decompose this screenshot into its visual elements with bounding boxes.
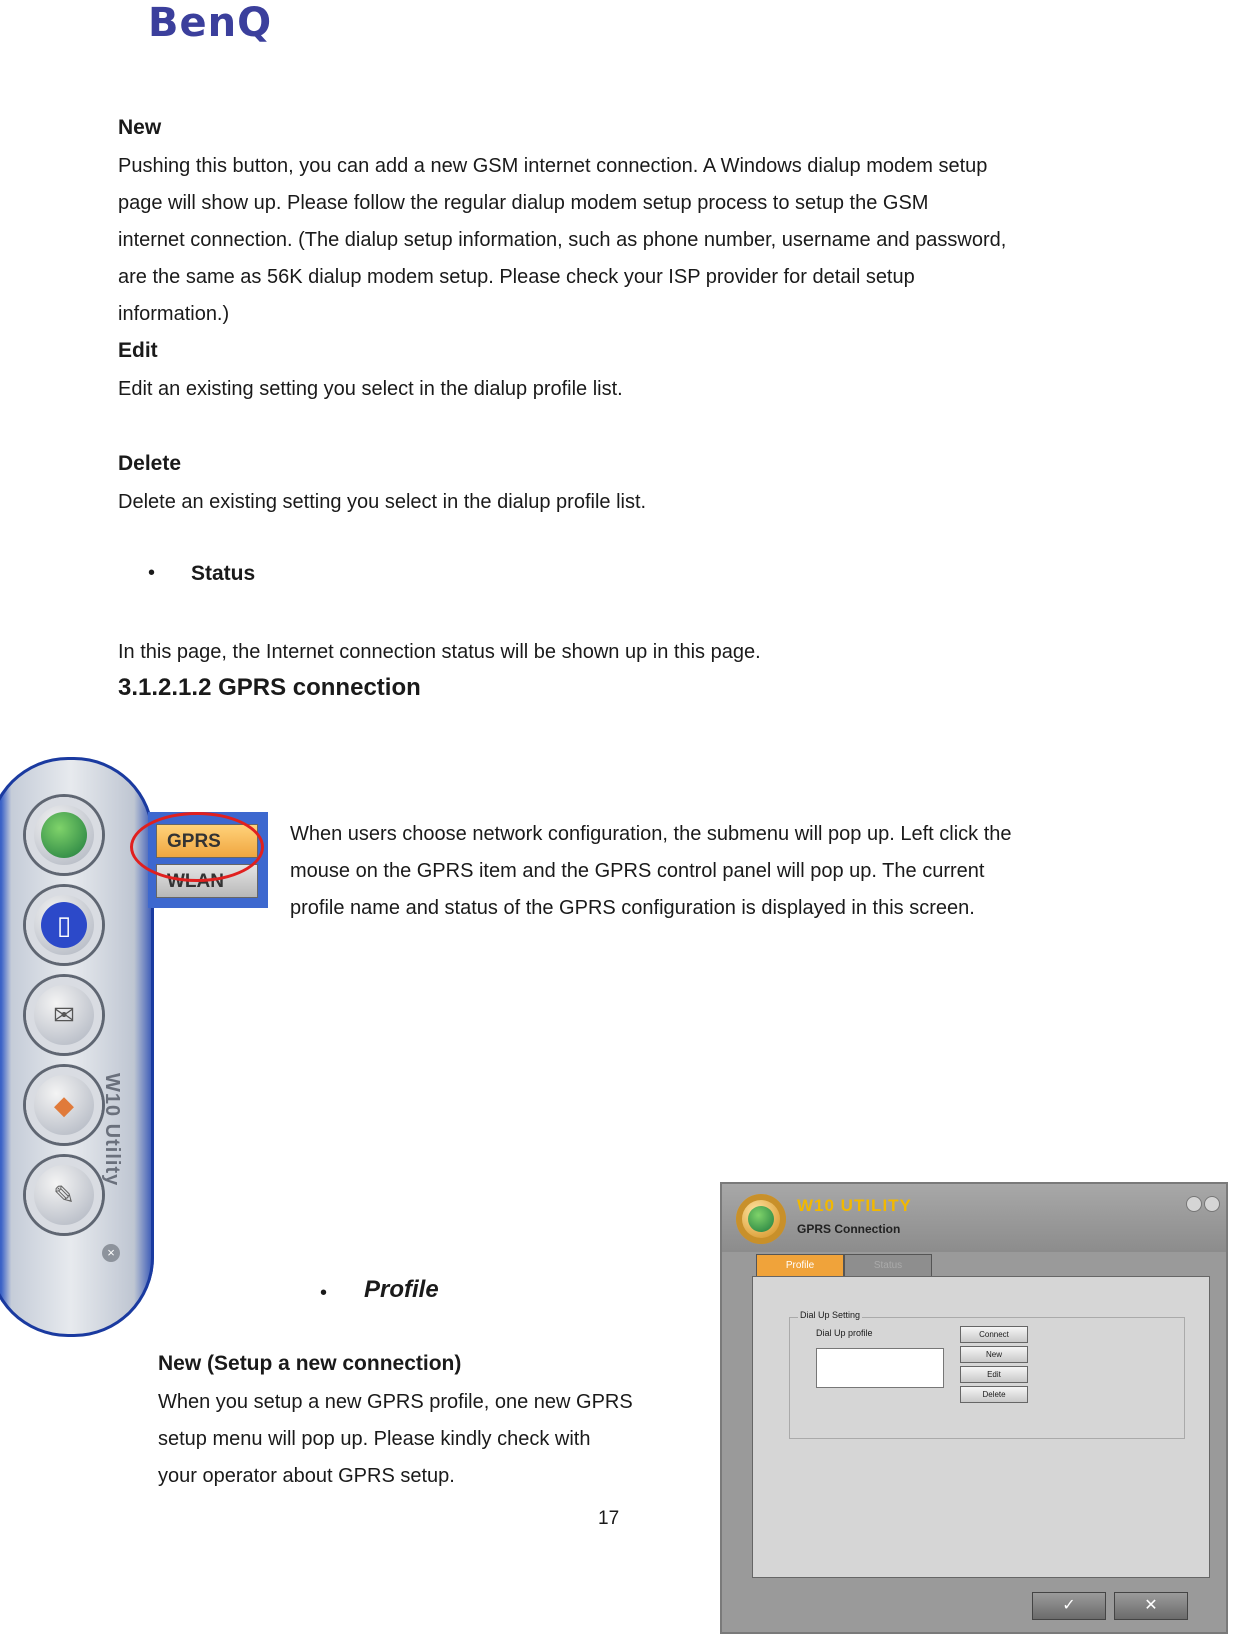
close-icon[interactable] — [1204, 1196, 1220, 1212]
wrench-icon: ✎ — [53, 1179, 75, 1210]
gprs-highlight-circle — [130, 812, 264, 882]
dialup-setting-group — [789, 1310, 1185, 1439]
launcher-close-icon[interactable]: × — [102, 1244, 120, 1262]
dialup-setting-legend: Dial Up Setting — [800, 1310, 861, 1320]
benq-logo: BenQ — [148, 0, 273, 46]
submenu-item-wlan[interactable]: WLAN — [156, 864, 258, 898]
gprs-connection-window — [720, 1182, 1228, 1634]
profile-panel — [752, 1276, 1210, 1578]
window-logo: W10 UTILITY — [797, 1196, 912, 1215]
tab-status[interactable]: Status — [844, 1254, 932, 1278]
connect-button[interactable]: Connect — [960, 1326, 1028, 1343]
launcher-label: W10 Utility — [101, 1073, 123, 1187]
phone-icon: ▯ — [41, 902, 87, 948]
new-button[interactable]: New — [960, 1346, 1028, 1363]
delete-button[interactable]: Delete — [960, 1386, 1028, 1403]
ok-button[interactable]: ✓ — [1032, 1592, 1106, 1620]
dialup-profile-list[interactable] — [816, 1348, 944, 1388]
profile-body: When you setup a new GPRS profile, one new GPRS setup menu will pop up. Please kindly check with your operator about GPRS setup. — [158, 1391, 633, 1487]
edit-body: Edit an existing setting you select in the dialup profile list. — [118, 378, 623, 400]
window-globe-icon — [736, 1194, 786, 1244]
book-icon: ◆ — [54, 1089, 74, 1120]
window-header — [722, 1184, 1226, 1252]
new-body: Pushing this button, you can add a new GSM internet connection. A Windows dialup modem setup page will show up. Please follow the regular dialup modem setup process to setup the GSM internet connection. (The dialup setup information, such as phone number, username and password, are the same as 56K dialup modem setup. Please check your ISP provider for detail setup information.) — [118, 155, 1007, 325]
status-heading: Status — [191, 562, 256, 585]
dialup-profile-label: Dial Up profile — [816, 1328, 873, 1338]
phone-button[interactable] — [26, 887, 102, 963]
envelope-icon: ✉ — [53, 999, 75, 1030]
profile-bullet-dot: • — [320, 1282, 328, 1304]
minimize-icon[interactable] — [1186, 1196, 1202, 1212]
gprs-description: When users choose network configuration, the submenu will pop up. Left click the mouse on the GPRS item and the GPRS control panel will pop up. The current profile name and status of the GPRS configuration is displayed in this screen. — [290, 823, 1012, 919]
gprs-section-heading: 3.1.2.1.2 GPRS connection — [118, 674, 421, 701]
page-number: 17 — [598, 1508, 620, 1529]
delete-body: Delete an existing setting you select in the dialup profile list. — [118, 491, 647, 513]
settings-button[interactable] — [26, 1157, 102, 1233]
globe-icon — [41, 812, 87, 858]
phonebook-button[interactable] — [26, 1067, 102, 1143]
message-button[interactable] — [26, 977, 102, 1053]
network-button[interactable] — [26, 797, 102, 873]
cancel-button[interactable]: ✕ — [1114, 1592, 1188, 1620]
delete-heading: Delete — [118, 452, 182, 475]
window-title: GPRS Connection — [797, 1222, 901, 1236]
edit-heading: Edit — [118, 339, 158, 362]
tab-profile[interactable]: Profile — [756, 1254, 844, 1278]
submenu-item-gprs[interactable]: GPRS — [156, 824, 258, 858]
profile-heading: Profile — [364, 1276, 439, 1303]
edit-button[interactable]: Edit — [960, 1366, 1028, 1383]
new-heading: New — [118, 116, 162, 139]
profile-subheading: New (Setup a new connection) — [158, 1352, 462, 1375]
status-body: In this page, the Internet connection status will be shown up in this page. — [118, 641, 761, 663]
status-bullet-dot: • — [148, 562, 156, 584]
